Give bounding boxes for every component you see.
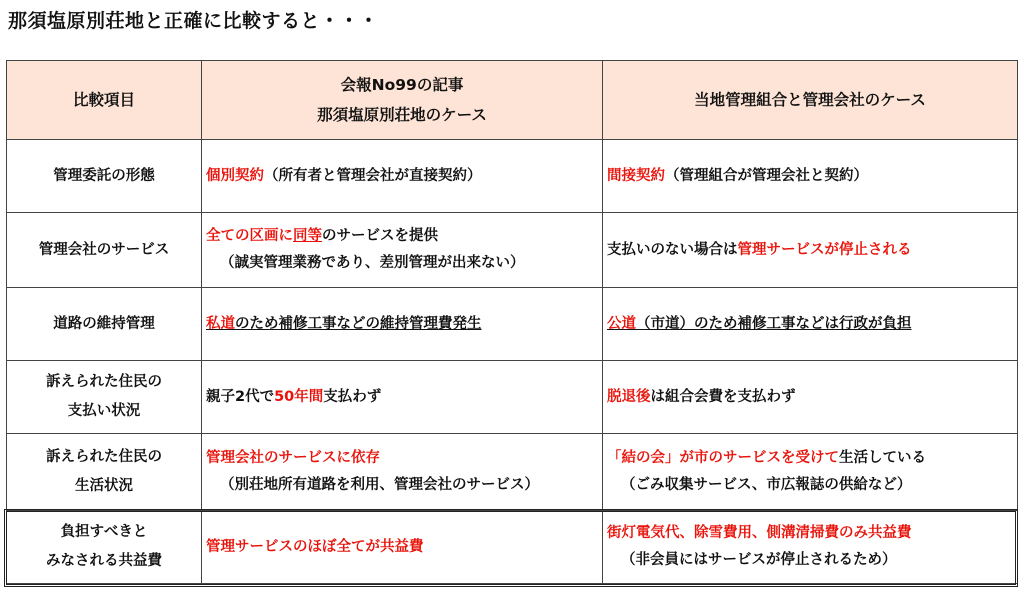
table-row <box>7 288 1018 361</box>
row-item: 道路の維持管理 <box>7 288 202 361</box>
table-row <box>7 213 1018 288</box>
cell-red-text: 管理会社のサービスに依存 <box>206 450 380 466</box>
header-nasu-line2: 那須塩原別荘地のケース <box>317 106 487 124</box>
table-row <box>7 140 1018 213</box>
cell-text: のため補修工事などの維持管理費発生 <box>235 315 482 332</box>
cell-nasu <box>202 361 603 434</box>
cell-text: は組合会費を支払わず <box>650 388 796 405</box>
table-header-row <box>7 61 1018 140</box>
header-local: 当地管理組合と管理会社のケース <box>603 61 1018 140</box>
cell-red-text: 全ての区画に <box>206 228 293 244</box>
cell-subtext: （非会員にはサービスが停止されるため） <box>621 552 897 568</box>
cell-red-text: 管理サービスが停止される <box>737 241 912 258</box>
cell-nasu <box>202 213 603 288</box>
table-row <box>7 511 1018 584</box>
row-item-line1: 訴えられた住民の <box>46 449 162 465</box>
row-item-line1: 負担すべきと <box>60 524 148 540</box>
table-row <box>7 434 1018 511</box>
header-nasu-line1: 会報No99の記事 <box>340 76 464 94</box>
cell-subtext: （誠実管理業務であり、差別管理が出来ない） <box>220 255 525 271</box>
row-item <box>7 361 202 434</box>
row-item-line2: 生活状況 <box>75 478 133 494</box>
cell-text: 支払わず <box>323 388 382 405</box>
row-item-line2: 支払い状況 <box>67 403 141 419</box>
cell-text: のサービスを提供 <box>322 228 438 244</box>
cell-local <box>603 361 1018 434</box>
cell-nasu <box>202 140 603 213</box>
page-title: 那須塩原別荘地と正確に比較すると・・・ <box>8 10 379 32</box>
table-row <box>7 361 1018 434</box>
row-item: 管理委託の形態 <box>7 140 202 213</box>
cell-nasu <box>202 434 603 511</box>
cell-red-text: 公道 <box>607 315 636 332</box>
cell-local <box>603 140 1018 213</box>
cell-red-underlined-text: 同等 <box>293 228 322 244</box>
cell-local <box>603 434 1018 511</box>
row-item <box>7 434 202 511</box>
cell-subtext: （別荘地所有道路を利用、管理会社のサービス） <box>220 477 539 493</box>
cell-red-text: 50年間 <box>274 388 324 405</box>
cell-text: 親子2代で <box>206 388 275 405</box>
header-nasu <box>202 61 603 140</box>
cell-text: 支払いのない場合は <box>607 241 738 258</box>
cell-nasu <box>202 288 603 361</box>
header-item: 比較項目 <box>7 61 202 140</box>
row-item: 管理会社のサービス <box>7 213 202 288</box>
row-item-line2: みなされる共益費 <box>46 553 162 569</box>
cell-text: （管理組合が管理会社と契約） <box>665 167 868 184</box>
cell-local <box>603 511 1018 584</box>
comparison-table <box>6 60 1018 584</box>
cell-red-text: 私道 <box>206 315 235 332</box>
cell-red-text: 管理サービスのほぼ全てが共益費 <box>206 538 424 555</box>
cell-red-text: 間接契約 <box>607 167 665 184</box>
cell-subtext: （ごみ収集サービス、市広報誌の供給など） <box>621 477 912 493</box>
cell-text: 生活している <box>839 450 926 466</box>
cell-local <box>603 213 1018 288</box>
cell-nasu <box>202 511 603 584</box>
cell-red-text: 脱退後 <box>607 388 651 405</box>
row-item-line1: 訴えられた住民の <box>46 374 162 390</box>
cell-red-text: 「結の会」が市のサービスを受けて <box>607 450 839 466</box>
cell-red-text: 街灯電気代、除雪費用、側溝清掃費のみ共益費 <box>607 525 912 541</box>
cell-text: （市道）のため補修工事などは行政が負担 <box>636 315 912 332</box>
row-item <box>7 511 202 584</box>
cell-local <box>603 288 1018 361</box>
cell-text: （所有者と管理会社が直接契約） <box>264 167 482 184</box>
cell-red-text: 個別契約 <box>206 167 264 184</box>
